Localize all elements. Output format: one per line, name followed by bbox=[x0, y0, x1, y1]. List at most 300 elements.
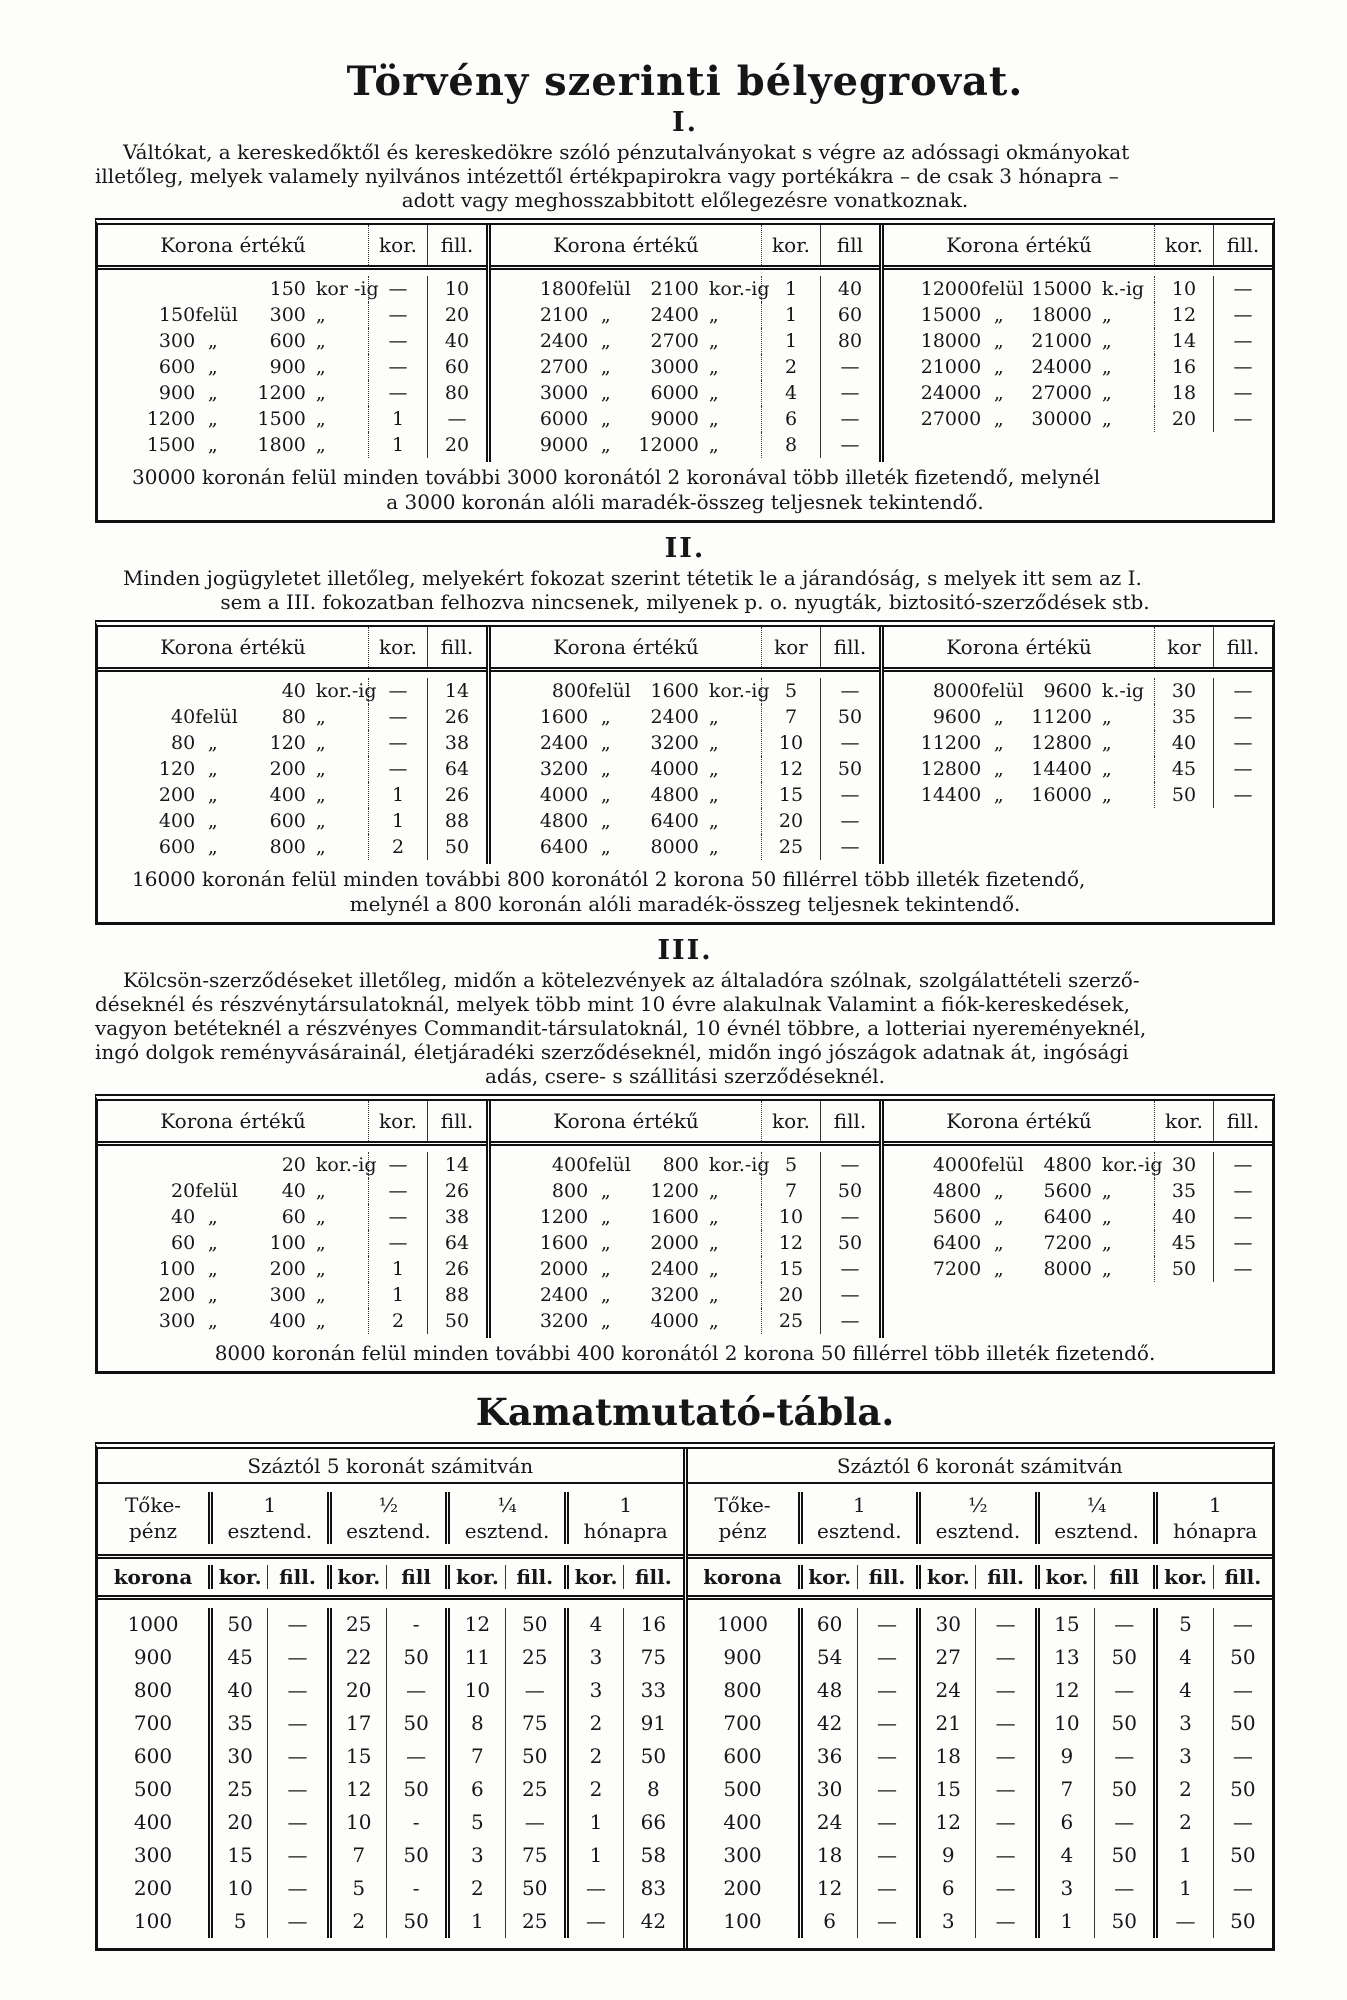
fill-value: 75 bbox=[623, 1641, 682, 1674]
range-unit: „ bbox=[315, 1284, 326, 1306]
group-rows bbox=[98, 270, 486, 462]
range-to: 2400 bbox=[650, 706, 699, 728]
table-row bbox=[98, 1178, 486, 1204]
header-line: esztend. bbox=[1054, 1519, 1139, 1543]
range-to: 6000 bbox=[650, 382, 699, 404]
range-from: 800 bbox=[551, 1180, 589, 1202]
range-to: 200 bbox=[269, 758, 306, 780]
korona-range bbox=[884, 328, 1154, 354]
range-from: 21000 bbox=[920, 356, 982, 378]
fill-value: 50 bbox=[427, 1308, 486, 1334]
fill-value: — bbox=[975, 1839, 1034, 1872]
fill-value: — bbox=[1213, 756, 1272, 782]
kor-value: 4 bbox=[761, 380, 820, 406]
kor-value: 2 bbox=[1153, 1806, 1212, 1839]
kamat-column-headers bbox=[688, 1484, 1273, 1559]
range-unit: „ bbox=[1101, 1258, 1112, 1280]
range-from: 8000 bbox=[932, 680, 982, 702]
group-header bbox=[491, 627, 879, 672]
kor-value: 3 bbox=[1153, 1707, 1212, 1740]
fill-value: 80 bbox=[820, 328, 879, 354]
range-from: 6400 bbox=[539, 836, 589, 858]
kamat-row bbox=[688, 1806, 1273, 1839]
range-to: 8000 bbox=[650, 836, 699, 858]
kor-value: 15 bbox=[1035, 1608, 1094, 1641]
fill-value: — bbox=[1213, 406, 1272, 432]
korona-range bbox=[98, 1282, 368, 1308]
kor-value: — bbox=[368, 756, 427, 782]
kor-value: 1 bbox=[1153, 1872, 1212, 1905]
kor-value: 20 bbox=[761, 1282, 820, 1308]
group-rows bbox=[491, 270, 879, 462]
kor-value: 48 bbox=[798, 1674, 857, 1707]
range-unit: „ bbox=[1101, 706, 1112, 728]
kor-value: 6 bbox=[1035, 1806, 1094, 1839]
kor-value: 5 bbox=[761, 678, 820, 704]
fill-value: 50 bbox=[1213, 1773, 1272, 1806]
header-line: hónapra bbox=[583, 1519, 668, 1543]
header-line: hónapra bbox=[1173, 1519, 1258, 1543]
kor-value: — bbox=[368, 678, 427, 704]
page-title: Törvény szerinti bélyegrovat. bbox=[346, 58, 1024, 105]
range-to: 300 bbox=[269, 304, 306, 326]
range-unit: „ bbox=[315, 408, 326, 430]
range-sep: „ bbox=[207, 732, 218, 754]
group-header bbox=[884, 627, 1272, 672]
range-sep: „ bbox=[993, 732, 1004, 754]
column-header-fill: fill. bbox=[427, 627, 486, 667]
kor-value: 35 bbox=[1154, 704, 1213, 730]
kor-value: — bbox=[368, 276, 427, 302]
fill-value: — bbox=[267, 1641, 326, 1674]
subheader-kor: kor. bbox=[445, 1565, 504, 1589]
kor-value: 30 bbox=[1154, 1152, 1213, 1178]
table-row bbox=[884, 704, 1272, 730]
kor-value: 1 bbox=[368, 1256, 427, 1282]
kor-value: 20 bbox=[208, 1806, 267, 1839]
range-from: 9600 bbox=[932, 706, 982, 728]
kor-value: 40 bbox=[1154, 730, 1213, 756]
korona-range bbox=[491, 1308, 761, 1334]
kamat-row bbox=[98, 1905, 683, 1938]
korona-range bbox=[491, 782, 761, 808]
fill-value: — bbox=[267, 1806, 326, 1839]
fill-value: 40 bbox=[427, 328, 486, 354]
kor-value: 2 bbox=[564, 1707, 623, 1740]
range-unit: „ bbox=[315, 758, 326, 780]
fill-value: 50 bbox=[386, 1905, 445, 1938]
kor-value: 7 bbox=[327, 1839, 386, 1872]
kamat-row bbox=[98, 1773, 683, 1806]
kor-value: 10 bbox=[327, 1806, 386, 1839]
range-unit: „ bbox=[708, 732, 719, 754]
kor-value: 6 bbox=[761, 406, 820, 432]
kor-value: 30 bbox=[798, 1773, 857, 1806]
group-header bbox=[491, 1101, 879, 1146]
range-sep bbox=[195, 276, 230, 302]
fill-value: — bbox=[1094, 1674, 1153, 1707]
range-unit: „ bbox=[315, 1310, 326, 1332]
range-from: 3000 bbox=[539, 382, 589, 404]
range-from: 9000 bbox=[539, 434, 589, 456]
kor-value: 12 bbox=[445, 1608, 504, 1641]
header-line: ¼ bbox=[497, 1493, 517, 1517]
range-sep bbox=[195, 1152, 230, 1178]
kamat-rows bbox=[98, 1600, 683, 1948]
range-unit: „ bbox=[1101, 1206, 1112, 1228]
column-header-kor: kor. bbox=[368, 225, 427, 265]
range-unit: „ bbox=[315, 732, 326, 754]
fill-value: 26 bbox=[427, 1256, 486, 1282]
table-row bbox=[98, 756, 486, 782]
table-row bbox=[491, 808, 879, 834]
table-row bbox=[884, 380, 1272, 406]
korona-range bbox=[98, 354, 368, 380]
korona-range bbox=[884, 354, 1154, 380]
kor-value: 1 bbox=[368, 432, 427, 458]
fill-value: 64 bbox=[427, 1230, 486, 1256]
group-rows bbox=[884, 672, 1272, 812]
fill-value: — bbox=[1094, 1608, 1153, 1641]
kor-value: 13 bbox=[1035, 1641, 1094, 1674]
kor-value: — bbox=[1153, 1905, 1212, 1938]
range-sep: felül bbox=[588, 1154, 631, 1176]
kor-value: 1 bbox=[761, 302, 820, 328]
fill-value: 50 bbox=[1094, 1641, 1153, 1674]
fill-value: - bbox=[386, 1872, 445, 1905]
korona-amount: 800 bbox=[723, 1678, 762, 1702]
kor-value: 25 bbox=[761, 1308, 820, 1334]
korona-range bbox=[98, 1230, 368, 1256]
range-unit: „ bbox=[1101, 382, 1112, 404]
intro-line: sem a III. fokozatban felhozva nincsenek, milyenek p. o. nyugták, biztositó-szerződések stb. bbox=[220, 590, 1150, 614]
range-sep: „ bbox=[207, 356, 218, 378]
duty-table-1-group-1 bbox=[98, 225, 486, 462]
table-row bbox=[491, 704, 879, 730]
kor-value: 50 bbox=[1154, 782, 1213, 808]
group-header bbox=[98, 225, 486, 270]
korona-amount: 200 bbox=[133, 1876, 173, 1900]
kor-value: 11 bbox=[445, 1641, 504, 1674]
range-sep: „ bbox=[600, 1258, 611, 1280]
table-row bbox=[98, 432, 486, 458]
table-row bbox=[98, 1308, 486, 1334]
range-sep: „ bbox=[207, 836, 218, 858]
kor-value: 1 bbox=[761, 276, 820, 302]
subheader-kor: kor. bbox=[208, 1565, 267, 1589]
range-to: 1600 bbox=[650, 1206, 699, 1228]
table-row bbox=[491, 380, 879, 406]
duty-table-2-group-1 bbox=[98, 627, 486, 864]
duty-table-3-group-2 bbox=[486, 1101, 879, 1338]
kor-value: 6 bbox=[916, 1872, 975, 1905]
range-to: 16000 bbox=[1031, 784, 1092, 806]
korona-range bbox=[884, 276, 1154, 302]
range-sep: „ bbox=[600, 434, 611, 456]
table-row bbox=[491, 354, 879, 380]
range-unit: „ bbox=[708, 1284, 719, 1306]
fill-value: 42 bbox=[623, 1905, 682, 1938]
korona-range bbox=[98, 808, 368, 834]
range-to: 200 bbox=[269, 1258, 306, 1280]
korona-range bbox=[884, 730, 1154, 756]
fill-value: — bbox=[267, 1905, 326, 1938]
column-header-fill: fill. bbox=[820, 1101, 879, 1141]
column-header-tokepenz bbox=[98, 1492, 208, 1544]
range-unit: kor.-ig bbox=[315, 680, 377, 702]
table-row bbox=[884, 1204, 1272, 1230]
kor-value: 10 bbox=[445, 1674, 504, 1707]
subheader-fill: fill bbox=[386, 1565, 445, 1589]
fill-value: — bbox=[505, 1674, 564, 1707]
fill-value: — bbox=[857, 1905, 916, 1938]
range-unit: „ bbox=[708, 706, 719, 728]
kor-value: 4 bbox=[1153, 1674, 1212, 1707]
column-header-kor: kor bbox=[761, 627, 820, 667]
table-row bbox=[491, 1178, 879, 1204]
footnote-line: melynél a 800 koronán alóli maradék-összeg teljesnek tekintendő. bbox=[349, 892, 1021, 916]
range-to: 2400 bbox=[650, 304, 699, 326]
kor-value: 7 bbox=[761, 704, 820, 730]
kor-value: 12 bbox=[761, 756, 820, 782]
kor-value: 3 bbox=[1035, 1872, 1094, 1905]
range-sep: „ bbox=[993, 1206, 1004, 1228]
kor-value: 40 bbox=[1154, 1204, 1213, 1230]
kor-value: 10 bbox=[761, 730, 820, 756]
range-to: 1200 bbox=[650, 1180, 699, 1202]
section-3-numeral: III. bbox=[657, 935, 713, 966]
fill-value: — bbox=[1213, 1608, 1272, 1641]
range-from: 3200 bbox=[539, 1310, 589, 1332]
korona-range bbox=[98, 730, 368, 756]
range-unit: „ bbox=[708, 382, 719, 404]
table-row bbox=[98, 328, 486, 354]
korona-range bbox=[884, 704, 1154, 730]
duty-table-1-group-2 bbox=[486, 225, 879, 462]
fill-value: — bbox=[1094, 1740, 1153, 1773]
range-unit: „ bbox=[315, 382, 326, 404]
korona-range bbox=[491, 1178, 761, 1204]
group-header bbox=[491, 225, 879, 270]
fill-value: — bbox=[975, 1872, 1034, 1905]
kor-value: 5 bbox=[1153, 1608, 1212, 1641]
fill-value: — bbox=[267, 1872, 326, 1905]
kor-value: 25 bbox=[761, 834, 820, 860]
fill-value: 50 bbox=[505, 1740, 564, 1773]
kor-value: 24 bbox=[916, 1674, 975, 1707]
fill-value: — bbox=[975, 1608, 1034, 1641]
range-to: 40 bbox=[281, 680, 306, 702]
kor-value: 2 bbox=[327, 1905, 386, 1938]
range-from: 300 bbox=[158, 330, 196, 352]
range-from: 400 bbox=[551, 1154, 589, 1176]
range-sep: „ bbox=[993, 706, 1004, 728]
column-header-fill: fill. bbox=[1213, 225, 1272, 265]
duty-table-2-group-2 bbox=[486, 627, 879, 864]
fill-value: — bbox=[820, 1282, 879, 1308]
intro-line: ingó dolgok reményvásárainál, életjáradéki szerződéseknél, midőn ingó jószágok adatnak át, ingósági bbox=[95, 1040, 1129, 1064]
table-row bbox=[491, 1282, 879, 1308]
range-sep: „ bbox=[600, 784, 611, 806]
range-to: 600 bbox=[269, 810, 306, 832]
range-to: 60 bbox=[281, 1206, 306, 1228]
kor-value: — bbox=[368, 1204, 427, 1230]
table-row bbox=[98, 354, 486, 380]
range-from: 15000 bbox=[920, 304, 982, 326]
header-line: 1 bbox=[852, 1493, 866, 1517]
table-row bbox=[884, 302, 1272, 328]
fill-value: — bbox=[1213, 276, 1272, 302]
kor-value: — bbox=[368, 1230, 427, 1256]
kor-value: 36 bbox=[798, 1740, 857, 1773]
duty-table-2-footnote bbox=[98, 864, 1272, 922]
korona-range bbox=[98, 328, 368, 354]
range-to: 4000 bbox=[650, 1310, 699, 1332]
range-sep: „ bbox=[207, 382, 218, 404]
table-row bbox=[884, 678, 1272, 704]
range-sep: „ bbox=[600, 732, 611, 754]
table-row bbox=[491, 328, 879, 354]
korona-range bbox=[884, 1178, 1154, 1204]
range-unit: „ bbox=[708, 1206, 719, 1228]
korona-amount: 100 bbox=[133, 1909, 173, 1933]
range-unit: kor.-ig bbox=[708, 680, 770, 702]
range-unit: kor.-ig bbox=[708, 1154, 770, 1176]
fill-value: 50 bbox=[386, 1773, 445, 1806]
fill-value: 88 bbox=[427, 808, 486, 834]
kor-value: 1 bbox=[1035, 1905, 1094, 1938]
fill-value: 91 bbox=[623, 1707, 682, 1740]
intro-line: vagyon betéteknél a részvényes Commandit-társulatoknál, 10 évnél többre, a lotteriai nyereményeknél, bbox=[95, 1016, 1147, 1040]
kor-value: 12 bbox=[798, 1872, 857, 1905]
duty-table-2 bbox=[95, 620, 1275, 925]
subheader-kor: kor. bbox=[1035, 1565, 1094, 1589]
table-row bbox=[98, 380, 486, 406]
kor-value: 50 bbox=[208, 1608, 267, 1641]
kamat-half-5-percent bbox=[98, 1449, 683, 1948]
range-to: 40 bbox=[281, 1180, 306, 1202]
fill-value: — bbox=[1213, 302, 1272, 328]
fill-value: — bbox=[267, 1773, 326, 1806]
korona-range bbox=[491, 380, 761, 406]
kor-value: 15 bbox=[761, 782, 820, 808]
fill-value: — bbox=[267, 1707, 326, 1740]
subheader-kor: kor. bbox=[564, 1565, 623, 1589]
footnote-line: 8000 koronán felül minden további 400 koronától 2 korona 50 fillérrel több illeték fizetendő. bbox=[214, 1341, 1156, 1365]
range-from: 40 bbox=[171, 706, 196, 728]
range-from: 200 bbox=[158, 1284, 196, 1306]
range-unit: „ bbox=[708, 330, 719, 352]
korona-range bbox=[491, 1256, 761, 1282]
kor-value: 25 bbox=[208, 1773, 267, 1806]
korona-amount: 200 bbox=[723, 1876, 762, 1900]
table-row bbox=[884, 1152, 1272, 1178]
range-unit: „ bbox=[315, 434, 326, 456]
kor-value: 1 bbox=[564, 1839, 623, 1872]
range-sep: „ bbox=[600, 1206, 611, 1228]
fill-value: — bbox=[857, 1806, 916, 1839]
fill-value: 26 bbox=[427, 782, 486, 808]
range-unit: „ bbox=[708, 1232, 719, 1254]
subheader-kor: kor. bbox=[916, 1565, 975, 1589]
range-unit: k.-ig bbox=[1101, 680, 1145, 702]
korona-range bbox=[98, 302, 368, 328]
korona-amount: 600 bbox=[723, 1744, 762, 1768]
fill-value: — bbox=[505, 1806, 564, 1839]
kamat-row bbox=[688, 1641, 1273, 1674]
kor-value: 4 bbox=[1035, 1839, 1094, 1872]
kamat-row bbox=[688, 1872, 1273, 1905]
fill-value: 60 bbox=[820, 302, 879, 328]
range-to: 600 bbox=[269, 330, 306, 352]
kamat-row bbox=[688, 1905, 1273, 1938]
range-to: 900 bbox=[269, 356, 306, 378]
kor-value: 25 bbox=[327, 1608, 386, 1641]
range-sep: „ bbox=[993, 1258, 1004, 1280]
table-row bbox=[491, 406, 879, 432]
kamat-row bbox=[98, 1806, 683, 1839]
fill-value: — bbox=[267, 1839, 326, 1872]
kor-value: 7 bbox=[761, 1178, 820, 1204]
fill-value: — bbox=[1213, 328, 1272, 354]
korona-range bbox=[884, 406, 1154, 432]
kamat-half-subtitle: Száztól 5 koronát számitván bbox=[98, 1449, 683, 1484]
range-from: 120 bbox=[158, 758, 196, 780]
column-header-half-esztend bbox=[916, 1492, 1035, 1544]
header-line: esztend. bbox=[464, 1519, 550, 1543]
range-from: 4000 bbox=[932, 1154, 982, 1176]
duty-table-3-groups bbox=[98, 1101, 1272, 1338]
kamat-half-6-percent bbox=[683, 1449, 1273, 1948]
range-to: 300 bbox=[269, 1284, 306, 1306]
range-to: 8000 bbox=[1043, 1258, 1092, 1280]
range-unit: „ bbox=[315, 330, 326, 352]
intro-line: Váltókat, a kereskedőktől és kereskedökre szóló pénzutalványokat s végre az adóssagi okmányokat bbox=[123, 140, 1130, 164]
group-header bbox=[884, 225, 1272, 270]
fill-value: 20 bbox=[427, 432, 486, 458]
kor-value: 5 bbox=[327, 1872, 386, 1905]
kor-value: 8 bbox=[445, 1707, 504, 1740]
table-row bbox=[491, 678, 879, 704]
range-sep: „ bbox=[207, 408, 218, 430]
range-sep: „ bbox=[993, 408, 1004, 430]
range-from: 20 bbox=[171, 1180, 196, 1202]
fill-value: — bbox=[975, 1905, 1034, 1938]
fill-value: 25 bbox=[505, 1905, 564, 1938]
kor-value: 1 bbox=[445, 1905, 504, 1938]
kor-value: — bbox=[368, 1178, 427, 1204]
kor-value: 3 bbox=[564, 1674, 623, 1707]
range-to: 2000 bbox=[650, 1232, 699, 1254]
kor-value: 3 bbox=[445, 1839, 504, 1872]
range-to: 800 bbox=[662, 1154, 699, 1176]
duty-table-2-groups bbox=[98, 627, 1272, 864]
range-unit: „ bbox=[708, 1180, 719, 1202]
kamat-rows bbox=[688, 1600, 1273, 1948]
fill-value: 50 bbox=[1213, 1707, 1272, 1740]
korona-range bbox=[491, 1152, 770, 1178]
table-row bbox=[491, 730, 879, 756]
kor-value: — bbox=[368, 302, 427, 328]
fill-value: — bbox=[820, 782, 879, 808]
intro-line: adott vagy meghosszabbitott előlegezésre vonatkoznak. bbox=[401, 188, 969, 212]
range-sep: „ bbox=[993, 382, 1004, 404]
table-row bbox=[98, 1230, 486, 1256]
range-from: 12800 bbox=[920, 758, 982, 780]
kor-value: 3 bbox=[1153, 1740, 1212, 1773]
kamat-row bbox=[98, 1641, 683, 1674]
kor-value: 15 bbox=[916, 1773, 975, 1806]
